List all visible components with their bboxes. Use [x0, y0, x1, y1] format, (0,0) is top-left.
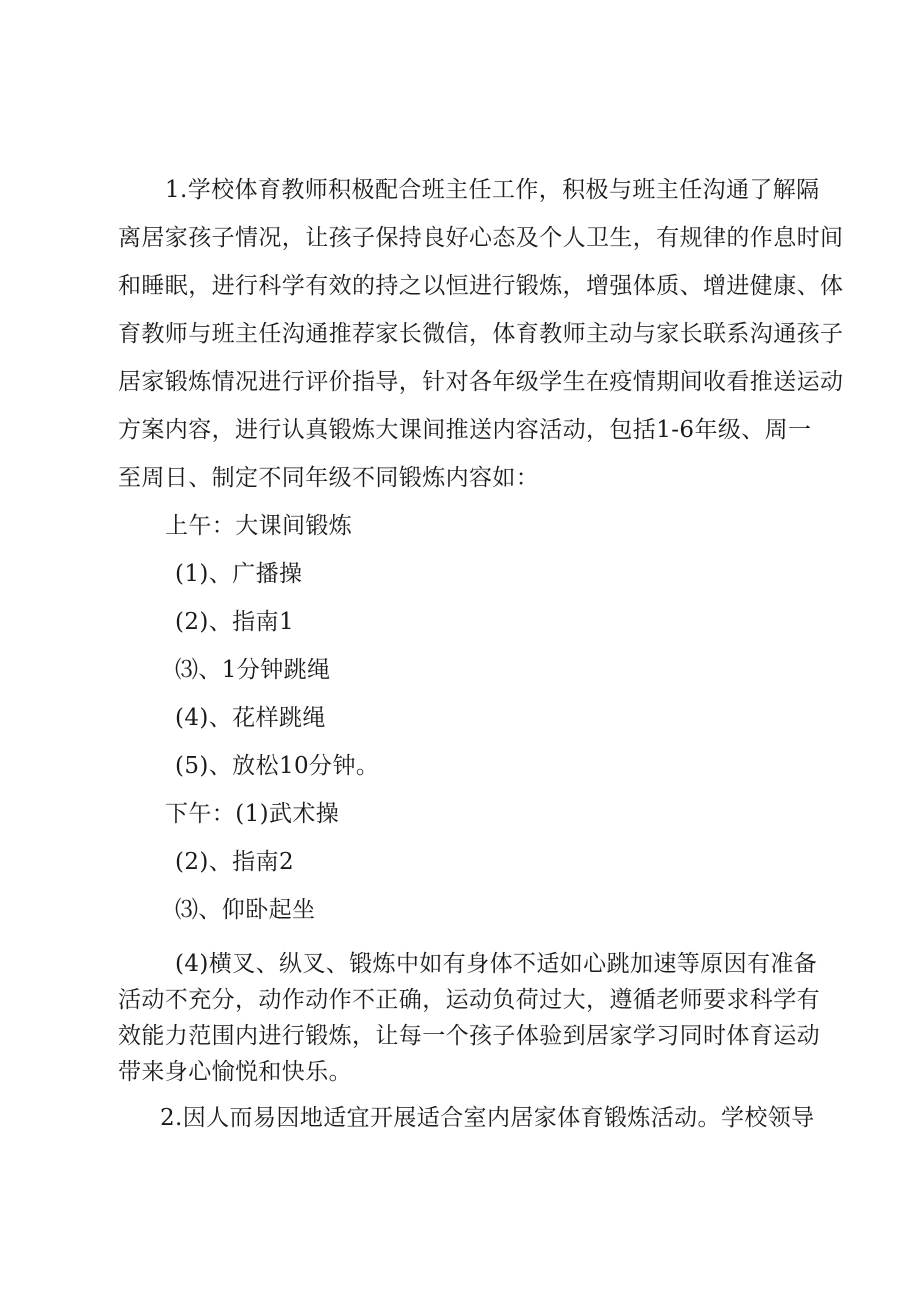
afternoon-item-1: (2)、指南2: [175, 849, 295, 875]
afternoon-item-2: ⑶、仰卧起坐: [175, 897, 316, 923]
paragraph-1-line-3: 和睡眠，进行科学有效的持之以恒进行锻炼，增强体质、增进健康、体: [118, 273, 844, 299]
paragraph-4-line-2: 活动不充分，动作动作不正确，运动负荷过大，遵循老师要求科学有: [118, 987, 820, 1013]
paragraph-1-line-2: 离居家孩子情况，让孩子保持良好心态及个人卫生，有规律的作息时间: [118, 225, 844, 251]
morning-item-4: (4)、花样跳绳: [175, 705, 326, 731]
paragraph-1-line-1: 1.学校体育教师积极配合班主任工作，积极与班主任沟通了解隔: [165, 177, 820, 203]
afternoon-heading: 下午：(1)武术操: [165, 801, 340, 827]
morning-item-5: (5)、放松10分钟。: [175, 753, 380, 779]
paragraph-2-line-1: 2.因人而易因地适宜开展适合室内居家体育锻炼活动。学校领导: [160, 1105, 815, 1131]
morning-item-2: (2)、指南1: [175, 609, 295, 635]
paragraph-4-line-1: (4)横叉、纵叉、锻炼中如有身体不适如心跳加速等原因有准备: [175, 951, 818, 977]
morning-item-1: (1)、广播操: [175, 561, 303, 587]
paragraph-1-line-6: 方案内容，进行认真锻炼大课间推送内容活动，包括1-6年级、周一: [118, 417, 812, 443]
paragraph-1-line-4: 育教师与班主任沟通推荐家长微信，体育教师主动与家长联系沟通孩子: [118, 321, 844, 347]
paragraph-1-line-7: 至周日、制定不同年级不同锻炼内容如：: [118, 465, 540, 491]
paragraph-1-line-5: 居家锻炼情况进行评价指导，针对各年级学生在疫情期间收看推送运动: [118, 369, 844, 395]
paragraph-4-line-4: 带来身心愉悦和快乐。: [118, 1059, 352, 1085]
morning-item-3: ⑶、1分钟跳绳: [175, 657, 331, 683]
morning-heading: 上午：大课间锻炼: [165, 513, 353, 539]
paragraph-4-line-3: 效能力范围内进行锻炼，让每一个孩子体验到居家学习同时体育运动: [118, 1023, 820, 1049]
